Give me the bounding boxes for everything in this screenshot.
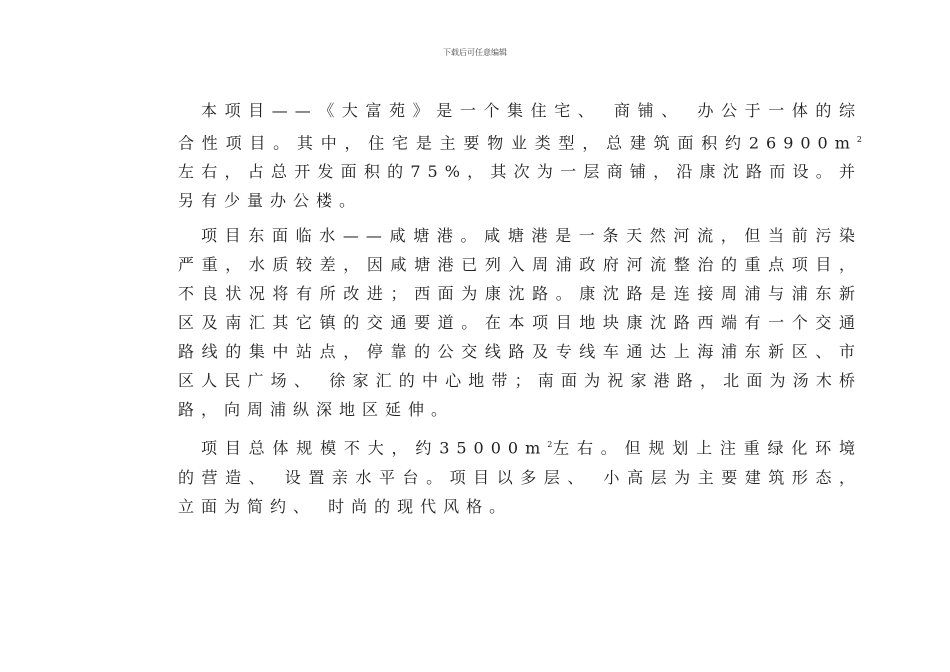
header-note: 下载后可任意编辑 (443, 48, 507, 57)
area-unit-superscript: 2 (856, 135, 862, 144)
paragraph-3-text-b: 左右。但规划上注重绿化环境的营造、 设置亲水平台。项目以多层、 小高层为主要建筑形态，立面为简约、 时尚的现代风格。 (178, 438, 862, 516)
paragraph-planning (178, 430, 862, 520)
paragraph-project-overview (178, 96, 862, 215)
paragraph-3-text-a: 项目总体规模不大，约 (201, 438, 440, 458)
site-area-value: 35000m (439, 438, 548, 458)
document-body (178, 96, 862, 527)
paragraph-1-text-a: 本项目——《大富苑》是一个集住宅、 商铺、 办公于一体的综合性项目。其中，住宅是主要物业类型，总建筑面积约 (178, 101, 862, 153)
site-area-unit-superscript: 2 (547, 440, 553, 450)
paragraph-surroundings (178, 221, 862, 424)
area-value: 26900m (748, 133, 857, 153)
paragraph-1-text-b: 左右，占总开发面积的75%，其次为一层商铺，沿康沈路而设。并另有少量办公楼。 (178, 162, 862, 211)
paragraph-2-text: 项目东面临水——咸塘港。咸塘港是一条天然河流，但当前污染严重，水质较差，因咸塘港已列入周浦政府河流整治的重点项目，不良状况将有所改进；西面为康沈路。康沈路是连接周浦与浦东新区及南汇其它镇的交通要道。在本项目地块康沈路西端有一个交通路线的集中站点，停靠的公交线路及专线车通达上海浦东新区、市区人民广场、 徐家汇的中心地带；南面为祝家港路，北面为汤木桥路，向周浦纵深地区延伸。 (178, 226, 862, 420)
